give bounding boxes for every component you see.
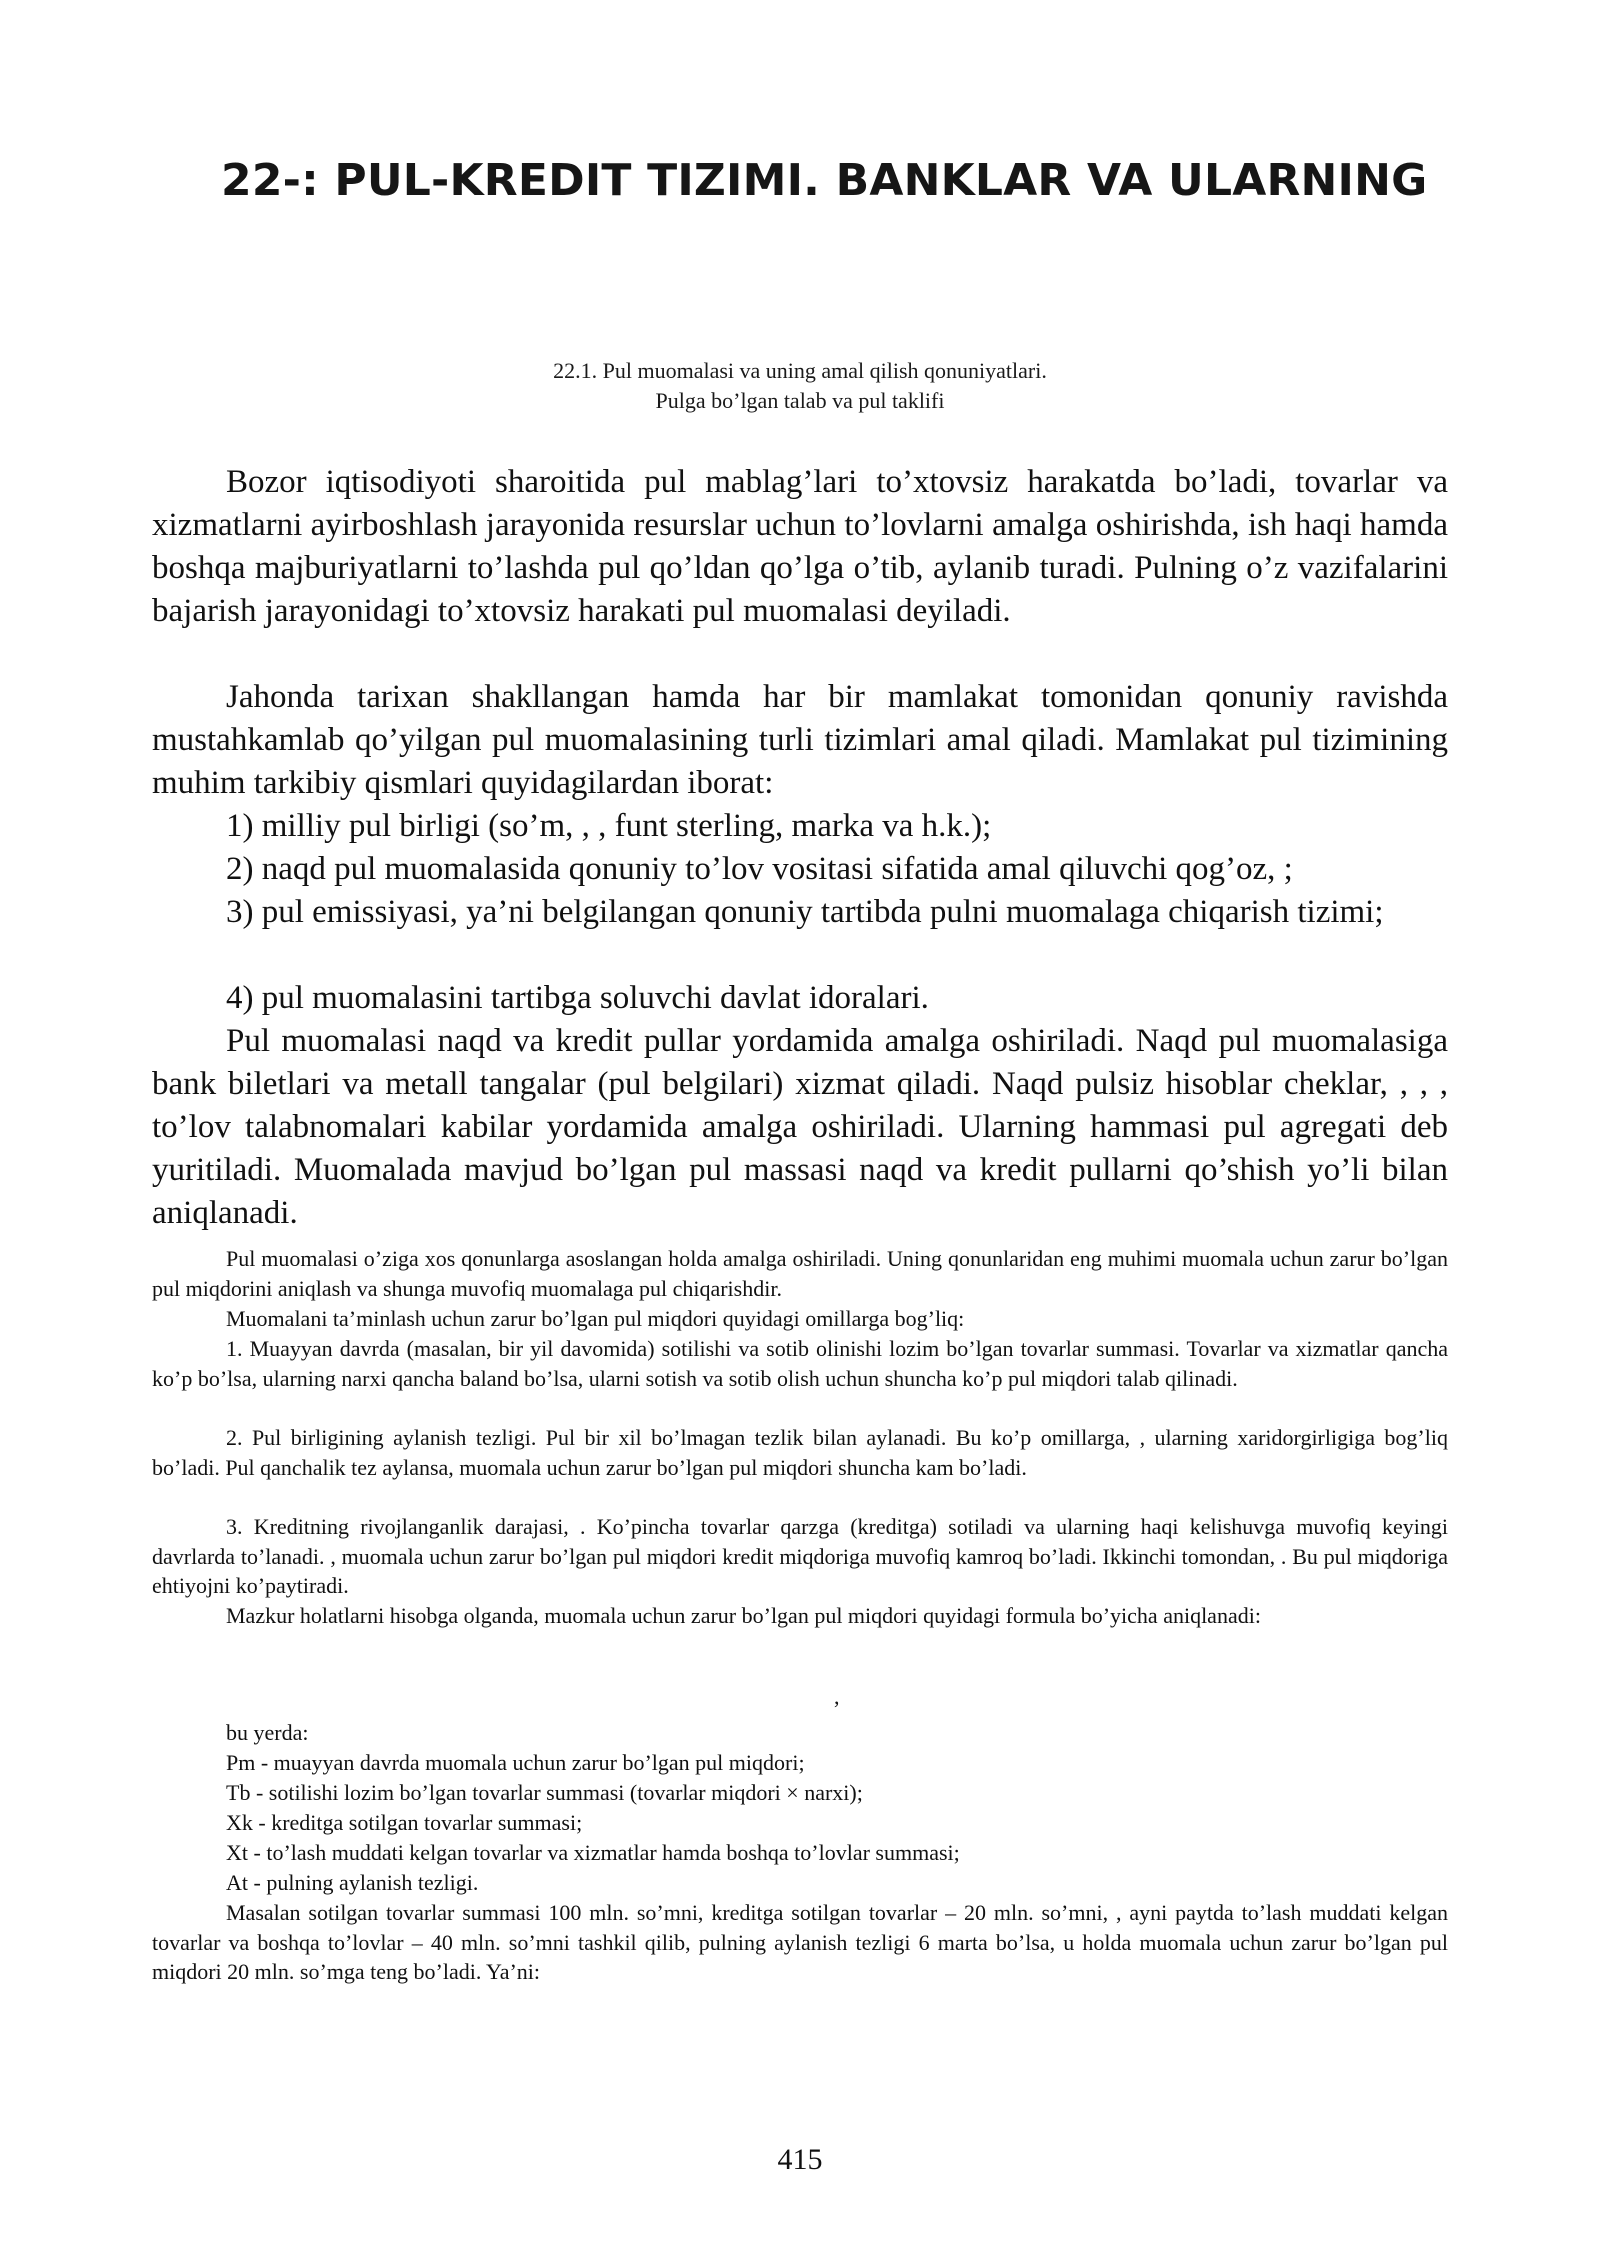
definition-xk: Xk - kreditga sotilgan tovarlar summasi; (226, 1810, 583, 1835)
section-heading-line-1: 22.1. Pul muomalasi va uning amal qilish qonuniyatlari. (553, 358, 1047, 383)
paragraph-factor-2: 2. Pul birligining aylanish tezligi. Pul bir xil bo’lmagan tezlik bilan aylanadi. Bu ko’p omillarga, , ularning xaridorgirligiga bog’liq bo’ladi. Pul qanchalik tez aylansa, muomala uchun zarur bo’lgan pul miqdori shuncha kam bo’ladi. (152, 1425, 1448, 1480)
list-item-3: 3) pul emissiyasi, ya’ni belgilangan qonuniy tartibda pulni muomalaga chiqarish tizimi; (226, 894, 1384, 930)
section-heading-line-2: Pulga bo’lgan talab va pul taklifi (655, 388, 945, 413)
paragraph-factor-3: 3. Kreditning rivojlanganlik darajasi, . Ko’pincha tovarlar qarzga (kreditga) sotiladi va ularning haqi kelishuvga muvofiq keyingi davrlarda to’lanadi. , muomala uchun zarur bo’lgan pul miqdori kredit miqdoriga muvofiq kamroq bo’ladi. Ikkinchi tomondan, . Bu pul miqdoriga ehtiyojni ko’paytiradi. (152, 1514, 1448, 1598)
list-item-4: 4) pul muomalasini tartibga soluvchi davlat idoralari. (226, 980, 929, 1016)
definition-xt: Xt - to’lash muddati kelgan tovarlar va xizmatlar hamda boshqa to’lovlar summasi; (226, 1840, 960, 1865)
paragraph-intro: Bozor iqtisodiyoti sharoitida pul mablag’lari to’xtovsiz harakatda bo’ladi, tovarlar va xizmatlarni ayirboshlash jarayonida resurslar uchun to’lovlarni amalga oshirishda, ish haqi hamda boshqa majburiyatlarni to’lashda pul qo’ldan qo’lga o’tib, aylanib turadi. Pulning o’z vazifalarini bajarish jarayonidagi to’xtovsiz harakati pul muomalasi deyiladi. (152, 464, 1448, 629)
paragraph-factor-1: 1. Muayyan davrda (masalan, bir yil davomida) sotilishi va sotib olinishi lozim bo’lgan tovarlar summasi. Tovarlar va xizmatlar qancha ko’p bo’lsa, ularning narxi qancha baland bo’lsa, ularni sotish va sotib olish uchun shuncha ko’p pul miqdori talab qilinadi. (152, 1336, 1448, 1391)
page-number: 415 (777, 2143, 823, 2176)
formula-placeholder: , (834, 1684, 840, 1709)
paragraph-systems: Jahonda tarixan shakllangan hamda har bir mamlakat tomonidan qonuniy ravishda mustahkamlab qo’yilgan pul muomalasining turli tizimlari amal qiladi. Mamlakat pul tizimining muhim tarkibiy qismlari quyidagilardan iborat: (152, 679, 1448, 801)
list-item-2: 2) naqd pul muomalasida qonuniy to’lov vositasi sifatida amal qiluvchi qog’oz, ; (226, 851, 1293, 887)
definitions-lead: bu yerda: (226, 1720, 309, 1745)
chapter-title: 22-: PUL-KREDIT TIZIMI. BANKLAR VA ULARNING (221, 155, 1428, 206)
paragraph-circulation-laws: Pul muomalasi o’ziga xos qonunlarga asoslangan holda amalga oshiriladi. Uning qonunlaridan eng muhimi muomala uchun zarur bo’lgan pul miqdorini aniqlash va shunga muvofiq muomalaga pul chiqarishdir. (152, 1246, 1448, 1301)
definition-tb: Tb - sotilishi lozim bo’lgan tovarlar summasi (tovarlar miqdori × narxi); (226, 1780, 863, 1805)
paragraph-example: Masalan sotilgan tovarlar summasi 100 mln. so’mni, kreditga sotilgan tovarlar – 20 mln. so’mni, , ayni paytda to’lash muddati kelgan tovarlar va boshqa to’lovlar – 40 mln. so’mni tashkil qilib, pulning aylanish tezligi 6 marta bo’lsa, u holda muomala uchun zarur bo’lgan pul miqdori 20 mln. so’mga teng bo’ladi. Ya’ni: (152, 1900, 1448, 1984)
paragraph-formula-intro: Mazkur holatlarni hisobga olganda, muomala uchun zarur bo’lgan pul miqdori quyidagi formula bo’yicha aniqlanadi: (226, 1603, 1261, 1628)
definition-pm: Pm - muayyan davrda muomala uchun zarur bo’lgan pul miqdori; (226, 1750, 805, 1775)
paragraph-cash-credit: Pul muomalasi naqd va kredit pullar yordamida amalga oshiriladi. Naqd pul muomalasiga bank biletlari va metall tangalar (pul belgilari) xizmat qiladi. Naqd pulsiz hisoblar cheklar, , , , to’lov talabnomalari kabilar yordamida amalga oshiriladi. Ularning hammasi pul agregati deb yuritiladi. Muomalada mavjud bo’lgan pul massasi naqd va kredit pullarni qo’shish yo’li bilan aniqlanadi. (152, 1023, 1448, 1231)
paragraph-factors-intro: Muomalani ta’minlash uchun zarur bo’lgan pul miqdori quyidagi omillarga bog’liq: (226, 1306, 965, 1331)
definition-at: At - pulning aylanish tezligi. (226, 1870, 479, 1895)
list-item-1: 1) milliy pul birligi (so’m, , , funt sterling, marka va h.k.); (226, 808, 992, 844)
